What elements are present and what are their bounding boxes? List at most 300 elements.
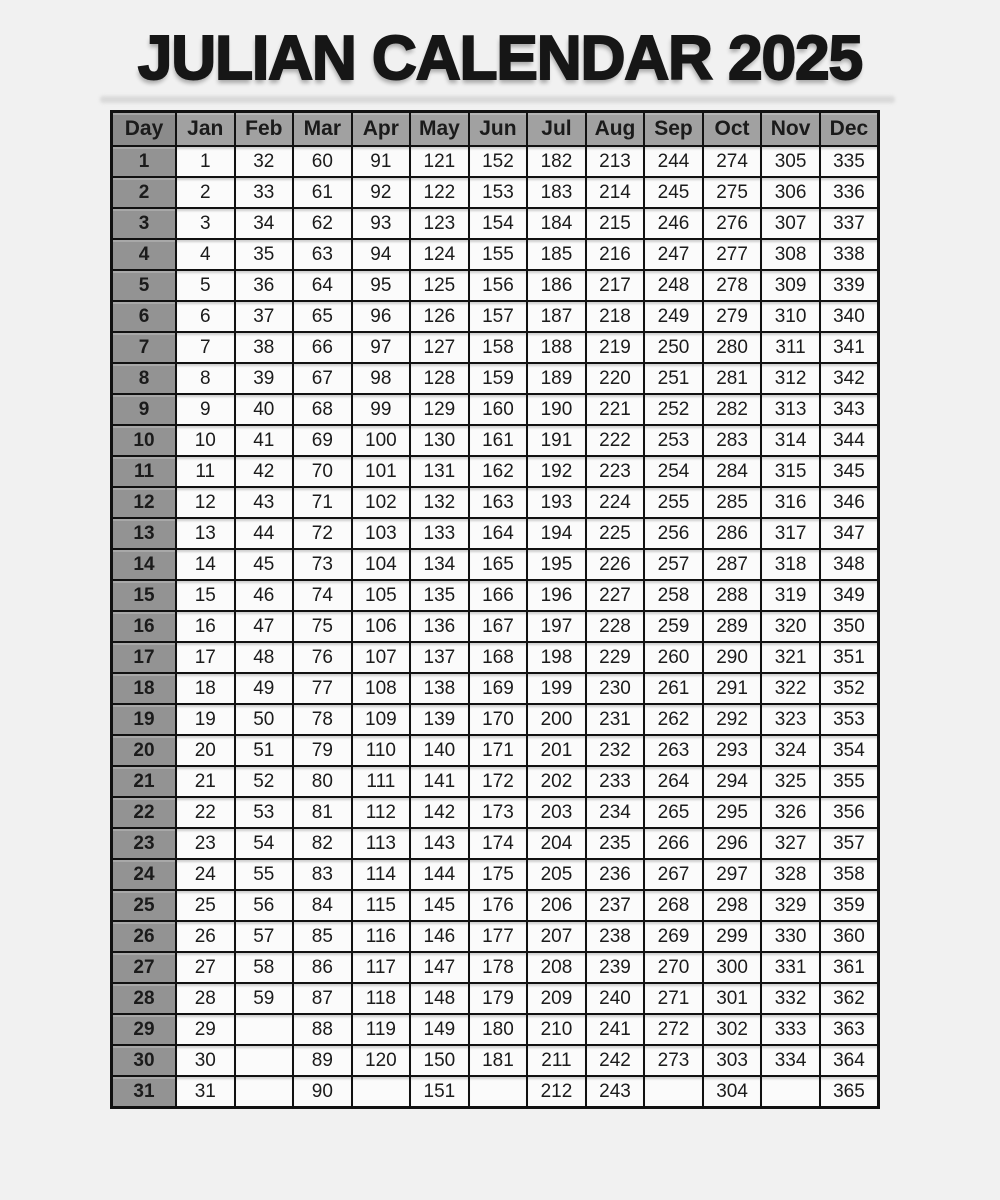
day-number-cell: 24	[112, 859, 177, 890]
julian-day-cell: 94	[352, 239, 411, 270]
month-header-apr: Apr	[352, 112, 411, 147]
julian-day-cell: 99	[352, 394, 411, 425]
julian-day-cell: 93	[352, 208, 411, 239]
julian-day-cell: 271	[644, 983, 703, 1014]
julian-day-cell: 129	[410, 394, 469, 425]
julian-day-cell: 103	[352, 518, 411, 549]
table-row	[112, 921, 879, 952]
julian-day-cell: 243	[586, 1076, 645, 1108]
julian-day-cell: 150	[410, 1045, 469, 1076]
julian-day-cell: 64	[293, 270, 352, 301]
julian-calendar-table	[110, 110, 880, 1109]
julian-day-cell: 19	[176, 704, 235, 735]
julian-day-cell: 95	[352, 270, 411, 301]
julian-day-cell: 250	[644, 332, 703, 363]
julian-day-cell: 44	[235, 518, 294, 549]
empty-cell	[469, 1076, 528, 1108]
julian-day-cell: 122	[410, 177, 469, 208]
julian-day-cell: 263	[644, 735, 703, 766]
julian-day-cell: 80	[293, 766, 352, 797]
julian-day-cell: 191	[527, 425, 586, 456]
julian-day-cell: 67	[293, 363, 352, 394]
julian-day-cell: 284	[703, 456, 762, 487]
julian-day-cell: 259	[644, 611, 703, 642]
header-row	[112, 112, 879, 147]
julian-day-cell: 133	[410, 518, 469, 549]
julian-day-cell: 112	[352, 797, 411, 828]
julian-day-cell: 359	[820, 890, 879, 921]
julian-day-cell: 209	[527, 983, 586, 1014]
month-header-sep: Sep	[644, 112, 703, 147]
day-number-cell: 12	[112, 487, 177, 518]
julian-day-cell: 85	[293, 921, 352, 952]
julian-day-cell: 303	[703, 1045, 762, 1076]
julian-day-cell: 53	[235, 797, 294, 828]
julian-day-cell: 10	[176, 425, 235, 456]
julian-day-cell: 27	[176, 952, 235, 983]
julian-day-cell: 246	[644, 208, 703, 239]
month-header-oct: Oct	[703, 112, 762, 147]
julian-day-cell: 68	[293, 394, 352, 425]
julian-day-cell: 176	[469, 890, 528, 921]
julian-day-cell: 336	[820, 177, 879, 208]
month-header-nov: Nov	[761, 112, 820, 147]
month-header-dec: Dec	[820, 112, 879, 147]
julian-day-cell: 302	[703, 1014, 762, 1045]
julian-day-cell: 77	[293, 673, 352, 704]
julian-day-cell: 20	[176, 735, 235, 766]
julian-day-cell: 125	[410, 270, 469, 301]
julian-day-cell: 224	[586, 487, 645, 518]
julian-day-cell: 35	[235, 239, 294, 270]
table-row	[112, 332, 879, 363]
julian-day-cell: 11	[176, 456, 235, 487]
table-row	[112, 673, 879, 704]
julian-day-cell: 194	[527, 518, 586, 549]
julian-day-cell: 201	[527, 735, 586, 766]
julian-day-cell: 159	[469, 363, 528, 394]
julian-day-cell: 81	[293, 797, 352, 828]
julian-day-cell: 236	[586, 859, 645, 890]
julian-day-cell: 62	[293, 208, 352, 239]
julian-day-cell: 89	[293, 1045, 352, 1076]
julian-day-cell: 9	[176, 394, 235, 425]
julian-day-cell: 202	[527, 766, 586, 797]
julian-day-cell: 49	[235, 673, 294, 704]
julian-day-cell: 3	[176, 208, 235, 239]
table-row	[112, 735, 879, 766]
julian-day-cell: 285	[703, 487, 762, 518]
julian-day-cell: 328	[761, 859, 820, 890]
julian-day-cell: 173	[469, 797, 528, 828]
table-row	[112, 518, 879, 549]
julian-day-cell: 203	[527, 797, 586, 828]
julian-day-cell: 289	[703, 611, 762, 642]
julian-day-cell: 228	[586, 611, 645, 642]
julian-day-cell: 48	[235, 642, 294, 673]
julian-day-cell: 274	[703, 146, 762, 177]
julian-day-cell: 134	[410, 549, 469, 580]
julian-day-cell: 152	[469, 146, 528, 177]
table-row	[112, 1076, 879, 1108]
julian-day-cell: 21	[176, 766, 235, 797]
julian-day-cell: 293	[703, 735, 762, 766]
julian-day-cell: 326	[761, 797, 820, 828]
julian-day-cell: 355	[820, 766, 879, 797]
julian-day-cell: 45	[235, 549, 294, 580]
julian-day-cell: 240	[586, 983, 645, 1014]
julian-day-cell: 254	[644, 456, 703, 487]
julian-day-cell: 119	[352, 1014, 411, 1045]
julian-day-cell: 233	[586, 766, 645, 797]
julian-day-cell: 90	[293, 1076, 352, 1108]
julian-day-cell: 234	[586, 797, 645, 828]
day-number-cell: 19	[112, 704, 177, 735]
julian-day-cell: 31	[176, 1076, 235, 1108]
julian-day-cell: 220	[586, 363, 645, 394]
julian-day-cell: 170	[469, 704, 528, 735]
julian-day-cell: 221	[586, 394, 645, 425]
julian-day-cell: 225	[586, 518, 645, 549]
julian-day-cell: 83	[293, 859, 352, 890]
table-row	[112, 394, 879, 425]
julian-day-cell: 321	[761, 642, 820, 673]
julian-day-cell: 344	[820, 425, 879, 456]
title-shadow-divider	[100, 96, 895, 103]
julian-day-cell: 335	[820, 146, 879, 177]
julian-day-cell: 102	[352, 487, 411, 518]
julian-day-cell: 343	[820, 394, 879, 425]
julian-day-cell: 351	[820, 642, 879, 673]
julian-day-cell: 360	[820, 921, 879, 952]
julian-day-cell: 249	[644, 301, 703, 332]
julian-day-cell: 8	[176, 363, 235, 394]
julian-day-cell: 333	[761, 1014, 820, 1045]
julian-day-cell: 111	[352, 766, 411, 797]
julian-day-cell: 267	[644, 859, 703, 890]
julian-day-cell: 253	[644, 425, 703, 456]
julian-day-cell: 96	[352, 301, 411, 332]
day-number-cell: 3	[112, 208, 177, 239]
julian-day-cell: 195	[527, 549, 586, 580]
julian-day-cell: 316	[761, 487, 820, 518]
julian-day-cell: 137	[410, 642, 469, 673]
julian-day-cell: 56	[235, 890, 294, 921]
day-number-cell: 10	[112, 425, 177, 456]
table-row	[112, 363, 879, 394]
julian-day-cell: 22	[176, 797, 235, 828]
table-row	[112, 611, 879, 642]
julian-day-cell: 6	[176, 301, 235, 332]
julian-day-cell: 295	[703, 797, 762, 828]
julian-day-cell: 329	[761, 890, 820, 921]
julian-day-cell: 70	[293, 456, 352, 487]
julian-day-cell: 363	[820, 1014, 879, 1045]
julian-day-cell: 222	[586, 425, 645, 456]
julian-day-cell: 241	[586, 1014, 645, 1045]
julian-day-cell: 116	[352, 921, 411, 952]
julian-day-cell: 147	[410, 952, 469, 983]
julian-day-cell: 208	[527, 952, 586, 983]
julian-day-cell: 365	[820, 1076, 879, 1108]
julian-day-cell: 275	[703, 177, 762, 208]
table-row	[112, 766, 879, 797]
julian-day-cell: 162	[469, 456, 528, 487]
table-row	[112, 487, 879, 518]
julian-day-cell: 283	[703, 425, 762, 456]
julian-day-cell: 217	[586, 270, 645, 301]
julian-day-cell: 258	[644, 580, 703, 611]
empty-cell	[352, 1076, 411, 1108]
julian-day-cell: 309	[761, 270, 820, 301]
julian-day-cell: 312	[761, 363, 820, 394]
julian-day-cell: 294	[703, 766, 762, 797]
julian-day-cell: 12	[176, 487, 235, 518]
julian-day-cell: 248	[644, 270, 703, 301]
julian-day-cell: 227	[586, 580, 645, 611]
julian-day-cell: 319	[761, 580, 820, 611]
julian-day-cell: 256	[644, 518, 703, 549]
julian-day-cell: 79	[293, 735, 352, 766]
julian-day-cell: 54	[235, 828, 294, 859]
julian-day-cell: 5	[176, 270, 235, 301]
julian-day-cell: 315	[761, 456, 820, 487]
julian-day-cell: 106	[352, 611, 411, 642]
julian-day-cell: 139	[410, 704, 469, 735]
julian-day-cell: 73	[293, 549, 352, 580]
julian-day-cell: 164	[469, 518, 528, 549]
julian-day-cell: 108	[352, 673, 411, 704]
julian-day-cell: 298	[703, 890, 762, 921]
table-row	[112, 549, 879, 580]
julian-day-cell: 18	[176, 673, 235, 704]
julian-day-cell: 100	[352, 425, 411, 456]
julian-day-cell: 86	[293, 952, 352, 983]
julian-day-cell: 244	[644, 146, 703, 177]
julian-day-cell: 154	[469, 208, 528, 239]
julian-day-cell: 242	[586, 1045, 645, 1076]
julian-day-cell: 178	[469, 952, 528, 983]
julian-day-cell: 13	[176, 518, 235, 549]
julian-day-cell: 23	[176, 828, 235, 859]
julian-day-cell: 245	[644, 177, 703, 208]
julian-day-cell: 153	[469, 177, 528, 208]
julian-day-cell: 169	[469, 673, 528, 704]
julian-day-cell: 268	[644, 890, 703, 921]
julian-day-cell: 136	[410, 611, 469, 642]
julian-day-cell: 151	[410, 1076, 469, 1108]
julian-day-cell: 349	[820, 580, 879, 611]
julian-day-cell: 200	[527, 704, 586, 735]
julian-day-cell: 61	[293, 177, 352, 208]
month-header-jun: Jun	[469, 112, 528, 147]
day-number-cell: 31	[112, 1076, 177, 1108]
julian-day-cell: 346	[820, 487, 879, 518]
julian-day-cell: 26	[176, 921, 235, 952]
julian-day-cell: 353	[820, 704, 879, 735]
julian-day-cell: 141	[410, 766, 469, 797]
julian-day-cell: 204	[527, 828, 586, 859]
julian-day-cell: 299	[703, 921, 762, 952]
month-header-feb: Feb	[235, 112, 294, 147]
julian-day-cell: 213	[586, 146, 645, 177]
julian-day-cell: 288	[703, 580, 762, 611]
julian-day-cell: 132	[410, 487, 469, 518]
julian-day-cell: 297	[703, 859, 762, 890]
julian-day-cell: 334	[761, 1045, 820, 1076]
julian-day-cell: 252	[644, 394, 703, 425]
julian-day-cell: 135	[410, 580, 469, 611]
julian-day-cell: 352	[820, 673, 879, 704]
julian-day-cell: 265	[644, 797, 703, 828]
julian-day-cell: 75	[293, 611, 352, 642]
julian-day-cell: 354	[820, 735, 879, 766]
julian-day-cell: 311	[761, 332, 820, 363]
day-number-cell: 23	[112, 828, 177, 859]
julian-day-cell: 92	[352, 177, 411, 208]
julian-day-cell: 313	[761, 394, 820, 425]
table-row	[112, 828, 879, 859]
month-header-mar: Mar	[293, 112, 352, 147]
day-number-cell: 7	[112, 332, 177, 363]
table-row	[112, 456, 879, 487]
table-body	[112, 146, 879, 1108]
julian-day-cell: 177	[469, 921, 528, 952]
julian-day-cell: 51	[235, 735, 294, 766]
julian-day-cell: 183	[527, 177, 586, 208]
julian-day-cell: 262	[644, 704, 703, 735]
day-number-cell: 11	[112, 456, 177, 487]
julian-day-cell: 167	[469, 611, 528, 642]
month-header-may: May	[410, 112, 469, 147]
julian-day-cell: 104	[352, 549, 411, 580]
julian-day-cell: 28	[176, 983, 235, 1014]
day-number-cell: 30	[112, 1045, 177, 1076]
julian-day-cell: 286	[703, 518, 762, 549]
julian-day-cell: 190	[527, 394, 586, 425]
julian-day-cell: 46	[235, 580, 294, 611]
julian-day-cell: 126	[410, 301, 469, 332]
day-number-cell: 6	[112, 301, 177, 332]
julian-day-cell: 229	[586, 642, 645, 673]
julian-day-cell: 187	[527, 301, 586, 332]
julian-day-cell: 320	[761, 611, 820, 642]
table-row	[112, 704, 879, 735]
table-row	[112, 301, 879, 332]
day-number-cell: 16	[112, 611, 177, 642]
julian-day-cell: 14	[176, 549, 235, 580]
julian-day-cell: 165	[469, 549, 528, 580]
julian-day-cell: 47	[235, 611, 294, 642]
julian-day-cell: 25	[176, 890, 235, 921]
table-row	[112, 952, 879, 983]
julian-day-cell: 281	[703, 363, 762, 394]
julian-day-cell: 184	[527, 208, 586, 239]
julian-day-cell: 292	[703, 704, 762, 735]
julian-day-cell: 43	[235, 487, 294, 518]
julian-day-cell: 323	[761, 704, 820, 735]
empty-cell	[235, 1014, 294, 1045]
julian-day-cell: 50	[235, 704, 294, 735]
table-row	[112, 890, 879, 921]
julian-day-cell: 189	[527, 363, 586, 394]
julian-day-cell: 206	[527, 890, 586, 921]
table-row	[112, 983, 879, 1014]
julian-day-cell: 347	[820, 518, 879, 549]
table-row	[112, 1014, 879, 1045]
julian-day-cell: 317	[761, 518, 820, 549]
day-number-cell: 25	[112, 890, 177, 921]
julian-day-cell: 185	[527, 239, 586, 270]
julian-day-cell: 97	[352, 332, 411, 363]
julian-day-cell: 37	[235, 301, 294, 332]
julian-day-cell: 362	[820, 983, 879, 1014]
julian-day-cell: 356	[820, 797, 879, 828]
julian-day-cell: 269	[644, 921, 703, 952]
julian-day-cell: 340	[820, 301, 879, 332]
julian-day-cell: 24	[176, 859, 235, 890]
julian-day-cell: 131	[410, 456, 469, 487]
julian-day-cell: 308	[761, 239, 820, 270]
julian-day-cell: 57	[235, 921, 294, 952]
julian-day-cell: 226	[586, 549, 645, 580]
julian-day-cell: 34	[235, 208, 294, 239]
empty-cell	[235, 1076, 294, 1108]
julian-day-cell: 279	[703, 301, 762, 332]
julian-day-cell: 218	[586, 301, 645, 332]
julian-day-cell: 197	[527, 611, 586, 642]
julian-day-cell: 270	[644, 952, 703, 983]
julian-day-cell: 120	[352, 1045, 411, 1076]
julian-day-cell: 15	[176, 580, 235, 611]
julian-day-cell: 255	[644, 487, 703, 518]
julian-day-cell: 215	[586, 208, 645, 239]
julian-day-cell: 260	[644, 642, 703, 673]
julian-day-cell: 33	[235, 177, 294, 208]
table-row	[112, 208, 879, 239]
julian-day-cell: 332	[761, 983, 820, 1014]
julian-day-cell: 124	[410, 239, 469, 270]
julian-day-cell: 186	[527, 270, 586, 301]
julian-day-cell: 71	[293, 487, 352, 518]
julian-day-cell: 301	[703, 983, 762, 1014]
table-header	[112, 112, 879, 147]
julian-day-cell: 214	[586, 177, 645, 208]
day-number-cell: 4	[112, 239, 177, 270]
julian-day-cell: 216	[586, 239, 645, 270]
julian-day-cell: 282	[703, 394, 762, 425]
julian-day-cell: 290	[703, 642, 762, 673]
julian-day-cell: 63	[293, 239, 352, 270]
table-row	[112, 425, 879, 456]
julian-day-cell: 318	[761, 549, 820, 580]
julian-day-cell: 276	[703, 208, 762, 239]
day-number-cell: 1	[112, 146, 177, 177]
julian-day-cell: 180	[469, 1014, 528, 1045]
julian-day-cell: 148	[410, 983, 469, 1014]
julian-day-cell: 88	[293, 1014, 352, 1045]
day-number-cell: 15	[112, 580, 177, 611]
julian-day-cell: 4	[176, 239, 235, 270]
julian-day-cell: 17	[176, 642, 235, 673]
table-row	[112, 580, 879, 611]
julian-day-cell: 168	[469, 642, 528, 673]
julian-day-cell: 140	[410, 735, 469, 766]
julian-day-cell: 212	[527, 1076, 586, 1108]
julian-day-cell: 357	[820, 828, 879, 859]
day-number-cell: 29	[112, 1014, 177, 1045]
julian-day-cell: 160	[469, 394, 528, 425]
